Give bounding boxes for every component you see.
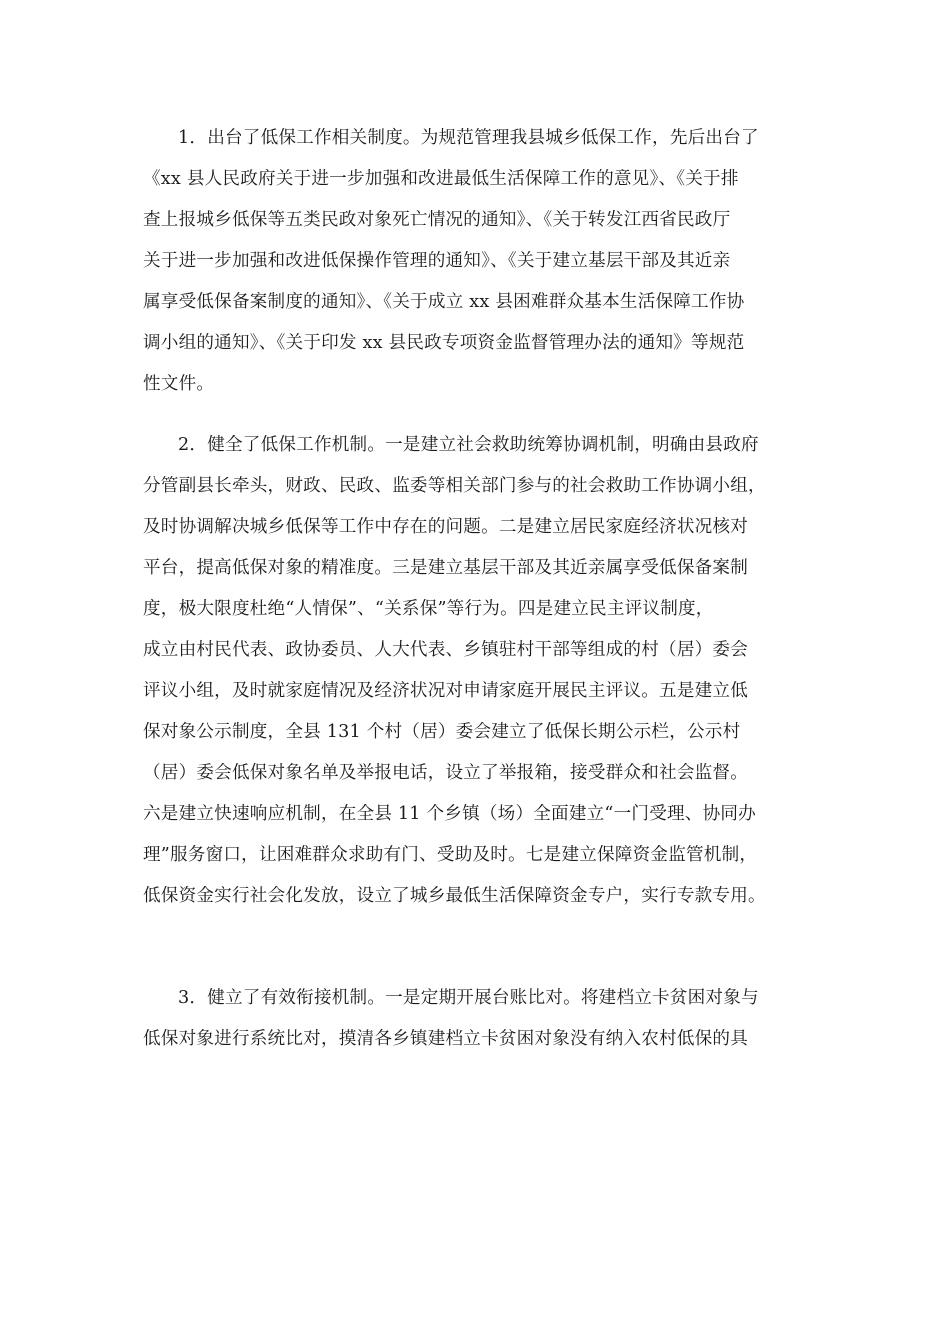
- text-line: 关于进一步加强和改进低保操作管理的通知》、《关于建立基层干部及其近亲: [143, 251, 731, 271]
- text-line: 及时协调解决城乡低保等工作中存在的问题。二是建立居民家庭经济状况核对: [143, 517, 748, 537]
- text-line: 低保对象进行系统比对，摸清各乡镇建档立卡贫困对象没有纳入农村低保的具: [143, 1029, 748, 1049]
- text-line: 调小组的通知》、《关于印发 xx 县民政专项资金监督管理办法的通知》等规范: [143, 333, 745, 353]
- text-line: 属享受低保备案制度的通知》、《关于成立 xx 县困难群众基本生活保障工作协: [143, 292, 745, 312]
- document-body: [143, 118, 813, 1080]
- text-line: 分管副县长牵头，财政、民政、监委等相关部门参与的社会救助工作协调小组，: [143, 476, 766, 496]
- paragraph-3: [143, 978, 813, 1060]
- text-line: 六是建立快速响应机制，在全县 11 个乡镇（场）全面建立“一门受理、协同办: [143, 804, 756, 824]
- text-line: 成立由村民代表、政协委员、人大代表、乡镇驻村干部等组成的村（居）委会: [143, 640, 748, 660]
- text-line: 性文件。: [143, 374, 215, 394]
- text-line: 3．健立了有效衔接机制。一是定期开展台账比对。将建档立卡贫困对象与: [178, 988, 759, 1008]
- text-line: 查上报城乡低保等五类民政对象死亡情况的通知》、《关于转发江西省民政厅: [143, 210, 731, 230]
- text-line: 低保资金实行社会化发放，设立了城乡最低生活保障资金专户，实行专款专用。: [143, 886, 766, 906]
- paragraph-1: [143, 118, 813, 405]
- text-line: 理”服务窗口，让困难群众求助有门、受助及时。七是建立保障资金监管机制，: [143, 845, 758, 865]
- text-line: 评议小组，及时就家庭情况及经济状况对申请家庭开展民主评议。五是建立低: [143, 681, 748, 701]
- text-line: （居）委会低保对象名单及举报电话，设立了举报箱，接受群众和社会监督。: [143, 763, 748, 783]
- text-line: 平台，提高低保对象的精准度。三是建立基层干部及其近亲属享受低保备案制: [143, 558, 748, 578]
- text-line: 《xx 县人民政府关于进一步加强和改进最低生活保障工作的意见》、《关于排: [143, 169, 739, 189]
- paragraph-2: [143, 425, 813, 958]
- text-line: 1．出台了低保工作相关制度。为规范管理我县城乡低保工作，先后出台了: [178, 128, 759, 148]
- text-line: 保对象公示制度，全县 131 个村（居）委会建立了低保长期公示栏，公示村: [143, 722, 741, 742]
- text-line: 2．健全了低保工作机制。一是建立社会救助统筹协调机制，明确由县政府: [178, 435, 759, 455]
- text-line: [143, 917, 813, 958]
- text-line: 度，极大限度杜绝“人情保”、“关系保”等行为。四是建立民主评议制度，: [143, 599, 714, 619]
